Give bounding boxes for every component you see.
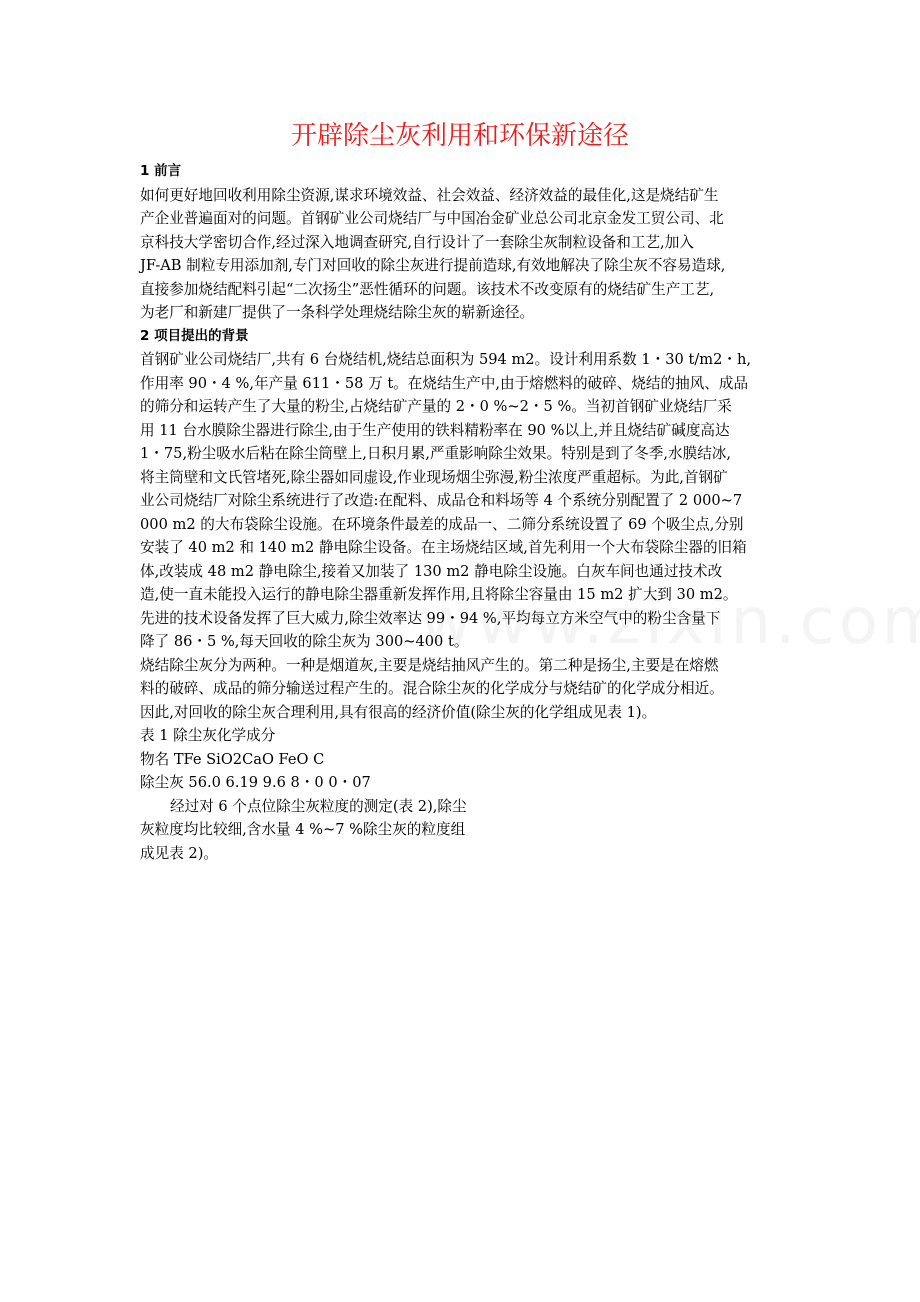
text-line: 因此,对回收的除尘灰合理利用,具有很高的经济价值(除尘灰的化学组成见表 1)。 bbox=[140, 703, 657, 721]
text-line: 灰粒度均比较细,含水量 4 %~7 %除尘灰的粒度组 bbox=[140, 821, 466, 838]
text-line: 除尘灰 56.0 6.19 9.6 8・0 0・07 bbox=[140, 774, 371, 791]
text-line: 造,使一直未能投入运行的静电除尘器重新发挥作用,且将除尘容量由 15 m2 扩大到 30 m2。 bbox=[140, 586, 738, 603]
text-line: 1・75,粉尘吸水后粘在除尘筒壁上,日积月累,严重影响除尘效果。特别是到了冬季,水膜结冰, bbox=[140, 445, 732, 462]
text-line: 为老厂和新建厂提供了一条科学处理烧结除尘灰的崭新途径。 bbox=[140, 304, 535, 321]
section-heading: 2 项目提出的背景 bbox=[140, 327, 249, 344]
text-line: 产企业普遍面对的问题。首钢矿业公司烧结厂与中国冶金矿业总公司北京金发工贸公司、北 bbox=[140, 210, 724, 227]
text-line: 成见表 2)。 bbox=[140, 844, 218, 862]
text-line: 安装了 40 m2 和 140 m2 静电除尘设备。在主场烧结区域,首先利用一个大布袋除尘器的旧箱 bbox=[140, 539, 747, 556]
section-heading: 1 前言 bbox=[140, 163, 182, 179]
text-line: 烧结除尘灰分为两种。一种是烟道灰,主要是烧结抽风产生的。第二种是扬尘,主要是在熔燃 bbox=[140, 656, 719, 674]
text-line: 直接参加烧结配料引起“二次扬尘”恶性循环的问题。该技术不改变原有的烧结矿生产工艺, bbox=[140, 280, 715, 298]
text-line: 首钢矿业公司烧结厂,共有 6 台烧结机,烧结总面积为 594 m2。设计利用系数 1・30 t/m2・h, bbox=[140, 351, 751, 368]
text-line: 降了 86・5 %,每天回收的除尘灰为 300~400 t。 bbox=[140, 633, 469, 650]
text-line: 表 1 除尘灰化学成分 bbox=[140, 727, 276, 744]
text-line: 先进的技术设备发挥了巨大威力,除尘效率达 99・94 %,平均每立方米空气中的粉尘含量下 bbox=[140, 609, 721, 627]
page-title: 开辟除尘灰利用和环保新途径 bbox=[290, 121, 629, 151]
text-line: 000 m2 的大布袋除尘设施。在环境条件最差的成品一、二筛分系统设置了 69 个吸尘点,分别 bbox=[140, 515, 744, 533]
text-line: 如何更好地回收利用除尘资源,谋求环境效益、社会效益、经济效益的最佳化,这是烧结矿生 bbox=[140, 186, 719, 204]
text-line: 体,改装成 48 m2 静电除尘,接着又加装了 130 m2 静电除尘设施。白灰车间也通过技术改 bbox=[140, 562, 723, 580]
text-line: 用 11 台水膜除尘器进行除尘,由于生产使用的铁料精粉率在 90 %以上,并且烧结矿碱度高达 bbox=[140, 421, 730, 439]
text-line: 的筛分和运转产生了大量的粉尘,占烧结矿产量的 2・0 %~2・5 %。当初首钢矿业烧结厂采 bbox=[140, 398, 732, 415]
text-line: 将主筒壁和文氏管堵死,除尘器如同虚设,作业现场烟尘弥漫,粉尘浓度严重超标。为此,首钢矿 bbox=[140, 468, 728, 486]
text-line: 料的破碎、成品的筛分输送过程产生的。混合除尘灰的化学成分与烧结矿的化学成分相近。 bbox=[140, 680, 724, 697]
text-line: 业公司烧结厂对除尘系统进行了改造:在配料、成品仓和料场等 4 个系统分别配置了 2 000~7 bbox=[140, 492, 743, 509]
text-line: 经过对 6 个点位除尘灰粒度的测定(表 2),除尘 bbox=[170, 797, 467, 815]
text-line: JF-AB 制粒专用添加剂,专门对回收的除尘灰进行提前造球,有效地解决了除尘灰不容易造球, bbox=[140, 257, 726, 274]
text-line: 京科技大学密切合作,经过深入地调查研究,自行设计了一套除尘灰制粒设备和工艺,加入 bbox=[140, 233, 694, 251]
text-line: 物名 TFe SiO2CaO FeO C bbox=[140, 750, 325, 768]
text-line: 作用率 90・4 %,年产量 611・58 万 t。在烧结生产中,由于熔燃料的破碎、烧结的抽风、成品 bbox=[140, 374, 749, 392]
document-body bbox=[140, 160, 800, 865]
